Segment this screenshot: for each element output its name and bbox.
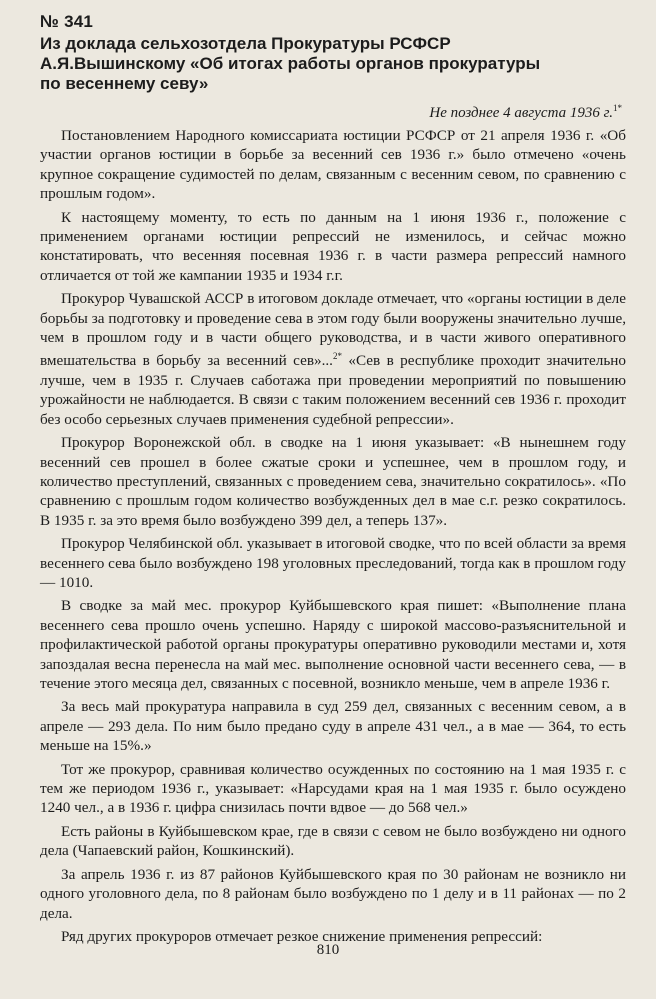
paragraph-text: «Сев в республике проходит значительно лучше, чем в 1935 г. Случаев саботажа при проведении мероприятий по повышению урожайности не наблюдается. В связи с таким положением весенний сев 1936 г. проходит без особо серьезных случаев применения судебной репрессии». [40,352,626,428]
title-line: А.Я.Вышинскому «Об итогах работы органов прокуратуры [40,54,541,73]
paragraph: Постановлением Народного комиссариата юстиции РСФСР от 21 апреля 1936 г. «Об участии органов юстиции в борьбе за весенний сев 1936 г.» было отмечено «очень крупное сокращение судимостей по делам, связанным с весенним севом, по сравнению с прошлым годом». [40,127,626,203]
date-text: Не позднее 4 августа 1936 г. [429,105,613,121]
paragraph-text: Прокурор Чувашской АССР в итоговом докладе отмечает, что «органы юстиции в деле борьбы за подготовку и проведение сева в этом году были вооружены значительно лучше, чем в прошлом году и в части общего руководства, и в части живого оперативного вмешательства в борьбу за весенний сев»... [40,290,626,370]
title-line: по весеннему севу» [40,74,209,93]
paragraph: Есть районы в Куйбышевском крае, где в связи с севом не было возбуждено ни одного дела (Чапаевский район, Кошкинский). [40,822,626,860]
document-title [40,34,630,94]
paragraph: К настоящему моменту, то есть по данным на 1 июня 1936 г., положение с применением органами юстиции репрессий не изменилось, и сейчас можно констатировать, что весенняя посевная 1936 г. в части размера репрессий намного отличается от той же кампании 1935 и 1934 г.г. [40,208,626,284]
paragraph: Прокурор Воронежской обл. в сводке на 1 июня указывает: «В нынешнем году весенний сев прошел в более сжатые сроки и успешнее, чем в прошлом году, и количество преступлений, связанных с проведением сева, значительно сократилось». «По сравнению с прошлым годом количество возбужденных дел в мае с.г. резко сократилось. В 1935 г. за это время было возбуждено 399 дел, а теперь 137». [40,434,626,529]
paragraph: За апрель 1936 г. из 87 районов Куйбышевского края по 30 районам не возникло ни одного уголовного дела, по 8 районам было возбуждено по 1 делу и в 11 районах — по 2 дела. [40,865,626,922]
title-line: Из доклада сельхозотдела Прокуратуры РСФСР [40,34,451,53]
paragraph [40,289,626,429]
paragraph: В сводке за май мес. прокурор Куйбышевского края пишет: «Выполнение плана весеннего сева прошло очень успешно. Наряду с широкой массово-разъяснительной и профилактической работой органы прокуратуры оперативно руководили местами и, хотя запоздалая весна перенесла на май мес. выполнение основной части весеннего сева, — в течение этого месяца дел, связанных с посевной, возникло меньше, чем в апреле 1936 г. [40,597,626,693]
document-number: № 341 [40,12,94,31]
page-number: 810 [316,942,340,958]
paragraph: Прокурор Челябинской обл. указывает в итоговой сводке, что по всей области за время весеннего сева было возбуждено 198 уголовных преследований, тогда как в прошлом году — 1010. [40,535,626,591]
document-body [40,126,626,950]
document-date [429,103,622,122]
date-footnote-ref: 1* [613,103,622,113]
paragraph: Ряд других прокуроров отмечает резкое снижение применения репрессий: [61,927,543,945]
paragraph: За весь май прокуратура направила в суд 259 дел, связанных с весенним севом, а в апреле — 293 дела. По ним было предано суду в апреле 431 чел., а в мае — 364, то есть меньше на 15%.» [40,698,626,755]
paragraph: Тот же прокурор, сравнивая количество осужденных по состоянию на 1 мая 1935 г. с тем же периодом 1936 г., указывает: «Нарсудами края на 1 мая 1935 г. было осуждено 1240 чел., а в 1936 г. цифра снизилась почти вдвое — до 568 чел.» [40,760,626,817]
footnote-ref: 2* [332,351,342,362]
